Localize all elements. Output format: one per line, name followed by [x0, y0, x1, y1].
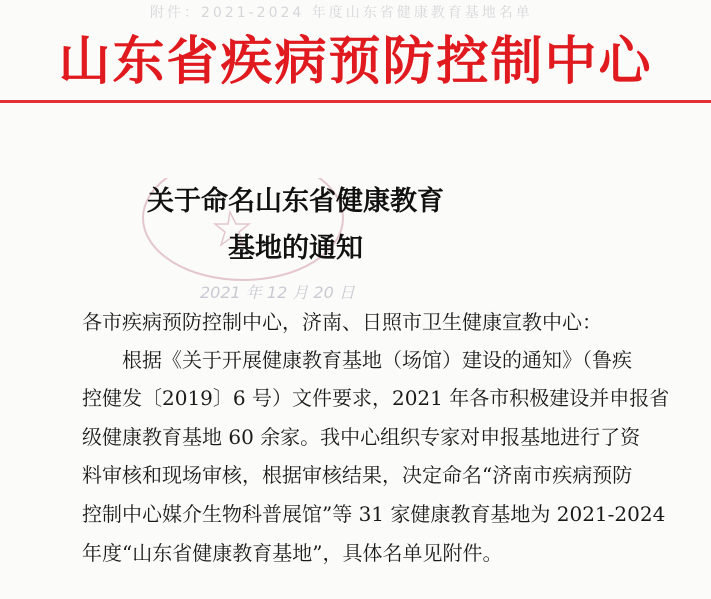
letterhead: [0, 22, 711, 102]
document-title-line-1: 关于命名山东省健康教育: [147, 186, 444, 217]
paragraph-line: 根据《关于开展健康教育基地（场馆）建设的通知》（鲁疾: [122, 348, 632, 372]
paragraph-line: 级健康教育基地 60 余家。我中心组织专家对申报基地进行了资: [82, 425, 641, 449]
bleed-through-text: 附件：2021-2024 年度山东省健康教育基地名单: [150, 5, 533, 20]
paragraph-line: 控健发〔2019〕6 号）文件要求，2021 年各市积极建设并申报省: [82, 386, 670, 410]
paragraph-line: 年度“山东省健康教育基地”，具体名单见附件。: [82, 541, 503, 565]
paragraph-line: 控制中心媒介生物科普展馆”等 31 家健康教育基地为 2021-2024: [82, 502, 666, 526]
document-title-line-2: 基地的通知: [228, 233, 363, 264]
paragraph-line: 料审核和现场审核，根据审核结果，决定命名“济南市疾病预防: [82, 463, 633, 487]
salutation: 各市疾病预防控制中心，济南、日照市卫生健康宣教中心：: [82, 310, 602, 334]
org-name: 山东省疾病预防控制中心: [58, 32, 653, 92]
red-divider: [0, 100, 711, 103]
seal-date: 2021 年 12 月 20 日: [200, 283, 355, 302]
